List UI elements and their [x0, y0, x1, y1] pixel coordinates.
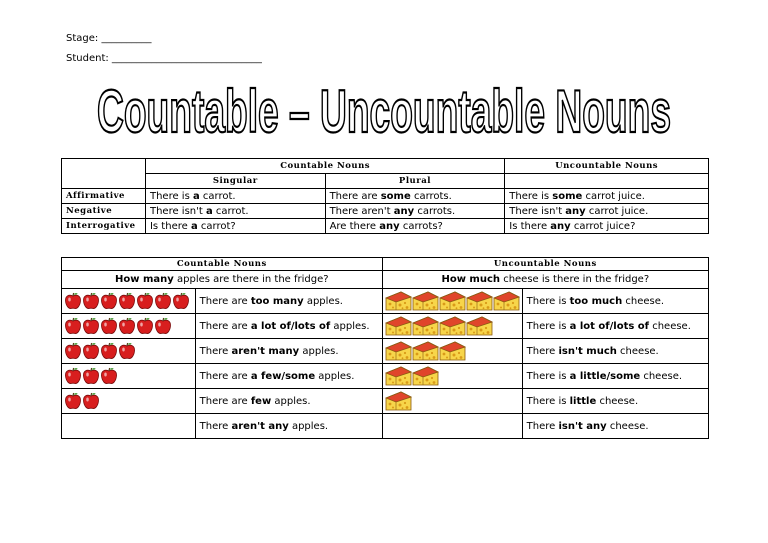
cheese-icon: [412, 315, 439, 337]
cheese-picture-cell: [382, 289, 522, 314]
row-label: Affirmative: [62, 189, 146, 204]
countable-sentence: There are few apples.: [195, 389, 382, 414]
apple-icon: [118, 317, 136, 335]
grammar-table: [61, 158, 709, 234]
apple-icon: [82, 342, 100, 360]
uncountable-sentence: There isn't much cheese.: [522, 339, 708, 364]
apples-picture-cell: [62, 314, 196, 339]
quantifier-row: [62, 339, 709, 364]
apple-icon: [82, 317, 100, 335]
row-label: Interrogative: [62, 219, 146, 234]
countable-sentence: There aren't any apples.: [195, 414, 382, 439]
countable-sentence: There are a lot of/lots of apples.: [195, 314, 382, 339]
singular-cell: Is there a carrot?: [145, 219, 325, 234]
grammar-row: [62, 204, 709, 219]
cheese-picture-cell: [382, 414, 522, 439]
apple-icon: [64, 392, 82, 410]
countable-sentence: There are a few/some apples.: [195, 364, 382, 389]
uncountable-subheader: [505, 174, 709, 189]
apple-icon: [82, 367, 100, 385]
cheese-icon: [439, 290, 466, 312]
countable-header-2: Countable Nouns: [62, 258, 383, 271]
apple-icon: [136, 292, 154, 310]
apple-icon: [100, 342, 118, 360]
countable-question: How many apples are there in the fridge?: [62, 271, 383, 289]
quantifier-row: [62, 289, 709, 314]
cheese-icon: [385, 390, 412, 412]
cheese-icon: [466, 315, 493, 337]
cheese-icon: [493, 290, 520, 312]
apples-picture-cell: [62, 389, 196, 414]
apple-icon: [64, 292, 82, 310]
cheese-icon: [439, 315, 466, 337]
apple-icon: [154, 292, 172, 310]
plural-cell: Are there any carrots?: [325, 219, 505, 234]
cheese-picture-cell: [382, 314, 522, 339]
empty-corner: [62, 159, 146, 174]
plural-header: Plural: [325, 174, 505, 189]
row-label: Negative: [62, 204, 146, 219]
apple-icon: [154, 317, 172, 335]
plural-cell: There aren't any carrots.: [325, 204, 505, 219]
cheese-icon: [412, 290, 439, 312]
uncountable-sentence: There isn't any cheese.: [522, 414, 708, 439]
apple-icon: [172, 292, 190, 310]
apple-icon: [64, 367, 82, 385]
cheese-icon: [385, 365, 412, 387]
cheese-icon: [466, 290, 493, 312]
quantifier-row: [62, 314, 709, 339]
grammar-row: [62, 219, 709, 234]
singular-header: Singular: [145, 174, 325, 189]
uncountable-sentence: There is a little/some cheese.: [522, 364, 708, 389]
uncountable-header-2: Uncountable Nouns: [382, 258, 708, 271]
apple-icon: [100, 367, 118, 385]
cheese-icon: [412, 340, 439, 362]
apple-icon: [100, 317, 118, 335]
apple-icon: [136, 317, 154, 335]
countable-sentence: There are too many apples.: [195, 289, 382, 314]
countable-sentence: There aren't many apples.: [195, 339, 382, 364]
singular-cell: There is a carrot.: [145, 189, 325, 204]
uncountable-sentence: There is a lot of/lots of cheese.: [522, 314, 708, 339]
apple-icon: [82, 292, 100, 310]
countable-header: Countable Nouns: [145, 159, 504, 174]
plural-cell: There are some carrots.: [325, 189, 505, 204]
apples-picture-cell: [62, 339, 196, 364]
quantifier-row: [62, 389, 709, 414]
stage-field: Stage: __________: [66, 33, 152, 44]
grammar-row: [62, 189, 709, 204]
uncountable-cell: There isn't any carrot juice.: [505, 204, 709, 219]
cheese-icon: [385, 290, 412, 312]
uncountable-cell: There is some carrot juice.: [505, 189, 709, 204]
apples-picture-cell: [62, 364, 196, 389]
cheese-picture-cell: [382, 339, 522, 364]
apple-icon: [64, 317, 82, 335]
student-field: Student: ______________________________: [66, 53, 262, 64]
uncountable-header: Uncountable Nouns: [505, 159, 709, 174]
quantifiers-table: [61, 257, 709, 439]
uncountable-question: How much cheese is there in the fridge?: [382, 271, 708, 289]
cheese-icon: [439, 340, 466, 362]
uncountable-cell: Is there any carrot juice?: [505, 219, 709, 234]
page-title: [94, 74, 674, 146]
apple-icon: [64, 342, 82, 360]
uncountable-sentence: There is little cheese.: [522, 389, 708, 414]
apple-icon: [118, 342, 136, 360]
singular-cell: There isn't a carrot.: [145, 204, 325, 219]
apple-icon: [118, 292, 136, 310]
cheese-icon: [385, 315, 412, 337]
apple-icon: [100, 292, 118, 310]
empty-corner-2: [62, 174, 146, 189]
apples-picture-cell: [62, 414, 196, 439]
cheese-picture-cell: [382, 389, 522, 414]
apples-picture-cell: [62, 289, 196, 314]
uncountable-sentence: There is too much cheese.: [522, 289, 708, 314]
apple-icon: [82, 392, 100, 410]
cheese-icon: [412, 365, 439, 387]
cheese-picture-cell: [382, 364, 522, 389]
cheese-icon: [385, 340, 412, 362]
quantifier-row: [62, 414, 709, 439]
quantifier-row: [62, 364, 709, 389]
title-text: Countable – Uncountable Nouns: [97, 78, 671, 145]
